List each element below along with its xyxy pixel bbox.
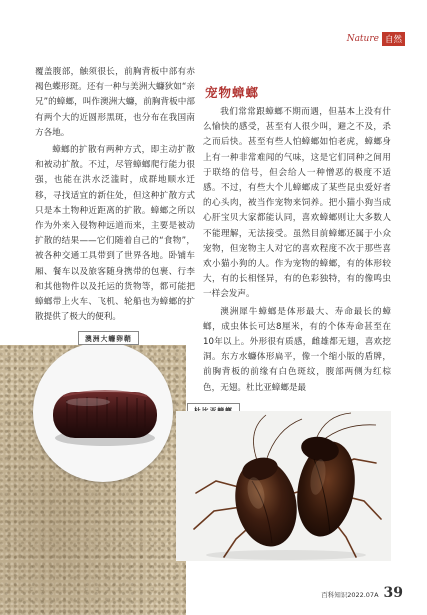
section-name-cn: 自然: [382, 32, 405, 46]
section-header-tag: [347, 32, 405, 46]
left-column: [35, 65, 195, 327]
egg-case-image: [33, 342, 173, 482]
paragraph: 我们常常跟蟑螂不期而遇，但基本上没有什么愉快的感受，甚至有人很少叫，避之不及，杀之而后快。甚至有些人怕蟑螂如怕老虎，蟑螂身上有一种非常难闻的气味，这是它们同种之间用于联络的信号，但会给人一种憎恶的极度不适感。不过，有些大个儿蟑螂成了某些昆虫爱好者的心头肉，被当作宠物来饲养。把小猫小狗当成心肝宝贝大家都能认同，喜欢蟑螂则让大多数人不能理解，无法接受。虽然目前蟑螂还属于小众宠物，但宠物主人对它的喜欢程度不次于那些喜欢小猫小狗的人。作为宠物的蟑螂，有的体形较大，有的长相怪异，有的色彩独特，有的像鸣虫一样会发声。: [203, 107, 391, 300]
page-number: 39: [383, 585, 403, 601]
page-footer: [321, 585, 403, 601]
egg-caption: 澳洲大蠊卵鞘: [78, 331, 139, 345]
section-name-en: Nature: [346, 34, 379, 44]
right-column: [203, 105, 391, 398]
section-title: 宠物蟑螂: [205, 85, 260, 100]
ootheca-icon: [33, 342, 173, 482]
paragraph: 蟑螂的扩散有两种方式，即主动扩散和被动扩散。不过，尽管蟑螂爬行能力很强，也能在洪水泛滥时，成群地顺水迁移，寻找适宜的新住处，但这种扩散方式只是本土物种近距离的扩散。蟑螂之所以作为外来入侵物种远道而来，主要是被动扩散的结果——它们随着自己的“食物”，被各种交通工具带到了世界各地。卧铺车厢、餐车以及旅客随身携带的包裹、行李和其他物件以及托运的货物等，都可能把蟑螂带上火车、飞机、轮船也为蟑螂的扩散提供了极大的便利。: [35, 145, 195, 323]
paragraph: 覆盖腹部，触须很长，前胸背板中部有赤褐色蝶形斑。还有一种与美洲大蠊狄如“亲兄”的蟑螂，叫作澳洲大蠊，前胸背板中部有两个大的近圆形黑斑，也分布在我国南方各地。: [35, 67, 195, 138]
dubia-cockroach-image: [176, 411, 391, 561]
publication-issue: 百科知识2022.07A: [321, 591, 379, 599]
cockroach-icon: [176, 411, 391, 561]
paragraph: 澳洲犀牛蟑螂是体形最大、寿命最长的蟑螂，成虫体长可达8厘米，有的个体寿命甚至在10年以上。外形很有质感，雌雄都无翅，喜欢挖洞。东方水蠊体形扁平，像一个缩小版的盾牌，前胸背板的前缘有白色斑纹，腹部两侧为红棕色，无翅。杜比亚蟑螂是最: [203, 306, 391, 393]
